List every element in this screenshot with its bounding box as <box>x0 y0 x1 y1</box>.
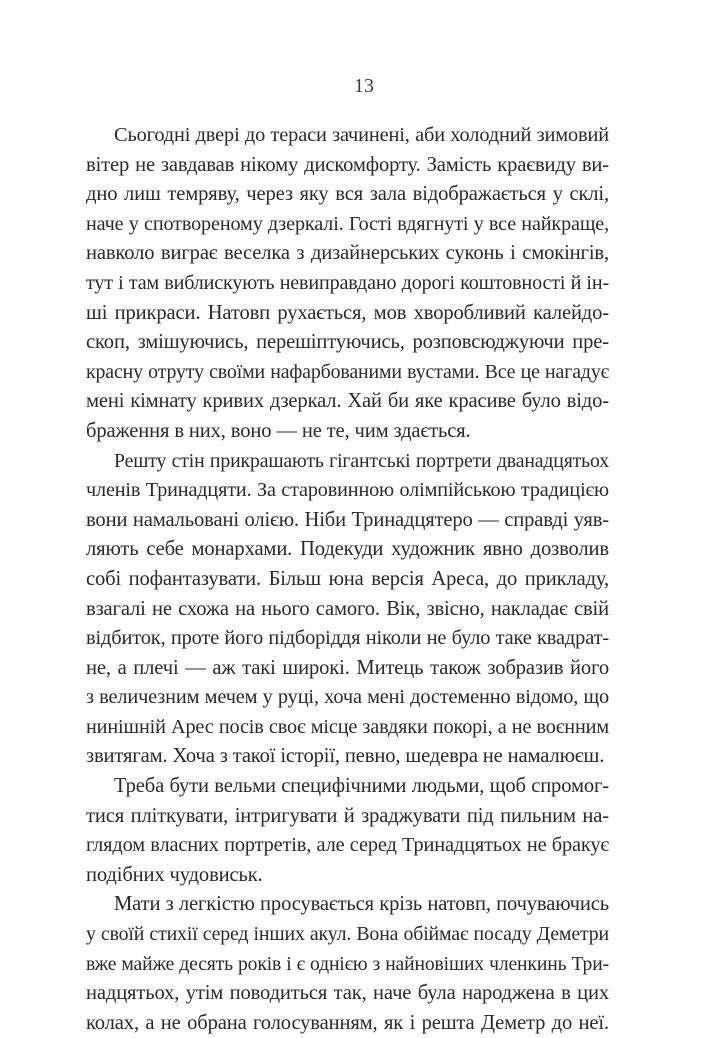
text-line: глядом власних портретів, але серед Тринадцятьох не бракує <box>86 834 609 857</box>
page-number: 13 <box>354 75 374 97</box>
text-line: браження в них, воно — не те, чим здається. <box>86 419 471 442</box>
text-line: тися пліткувати, інтригувати й зраджувати під пильним на- <box>86 804 609 827</box>
text-line: відбиток, проте його підборіддя ніколи не було таке квадрат- <box>86 627 609 650</box>
text-line: нинішній Арес посів своє місце завдяки покорі, а не воєнним <box>86 715 609 738</box>
text-line: надцятьох, утім поводиться так, наче була народжена в цих <box>86 982 609 1005</box>
text-line: наче у спотвореному дзеркалі. Гості вдягнуті у все найкраще, <box>86 212 609 235</box>
text-line: колах, а не обрана голосуванням, як і решта Деметр до неї. <box>86 1011 609 1034</box>
body-text <box>86 121 609 1038</box>
text-line: Решту стін прикрашають гігантські портрети дванадцятьох <box>114 449 609 472</box>
text-line: звитягам. Хоча з такої історії, певно, шедевра не намалюєш. <box>86 745 605 768</box>
text-line: Мати з легкістю просувається крізь натовп, почуваючись <box>114 893 609 916</box>
text-line: тут і там виблискують невиправдано дорогі коштовності й ін- <box>86 271 609 294</box>
text-line: Треба бути вельми специфічними людьми, щоб спромог- <box>114 775 609 798</box>
text-line: членів Тринадцяти. За старовинною олімпійською традицією <box>86 479 609 502</box>
text-line: ляють себе монархами. Подекуди художник явно дозволив <box>86 538 609 561</box>
text-line: вже майже десять років і є однією з найновіших членкинь Три- <box>86 952 609 975</box>
text-line: Сьогодні двері до тераси зачинені, аби холодний зимовий <box>114 124 609 146</box>
text-line: взагалі не схожа на нього самого. Вік, звісно, накладає свій <box>86 597 609 620</box>
text-line: навколо виграє веселка з дизайнерських суконь і смокінгів, <box>86 242 609 265</box>
text-line: вони намальовані олією. Ніби Тринадцятеро — справді уяв- <box>86 508 609 531</box>
text-line: мені кімнату кривих дзеркал. Хай би яке красиве було відо- <box>86 390 609 413</box>
text-line: ші прикраси. Натовп рухається, мов хворобливий калейдо- <box>86 301 609 324</box>
text-line: вітер не завдавав нікому дискомфорту. Замість краєвиду ви- <box>86 153 609 176</box>
text-line: з величезним мечем у руці, хоча мені достеменно відомо, що <box>86 686 609 709</box>
text-line: не, а плечі — аж такі широкі. Митець також зобразив його <box>86 656 609 679</box>
text-line: дно лиш темряву, через яку вся зала відображається у склі, <box>86 183 609 206</box>
text-line: скоп, змішуючись, перешіптуючись, розповсюджуючи пре- <box>86 331 609 354</box>
text-line: собі пофантазувати. Більш юна версія Ареса, до прикладу, <box>86 567 609 590</box>
text-line: у своїй стихії серед інших акул. Вона обіймає посаду Деметри <box>86 923 609 946</box>
text-line: подібних чудовиськ. <box>86 863 263 886</box>
text-line: красну отруту своїми нафарбованими вустами. Все це нагадує <box>86 360 609 383</box>
